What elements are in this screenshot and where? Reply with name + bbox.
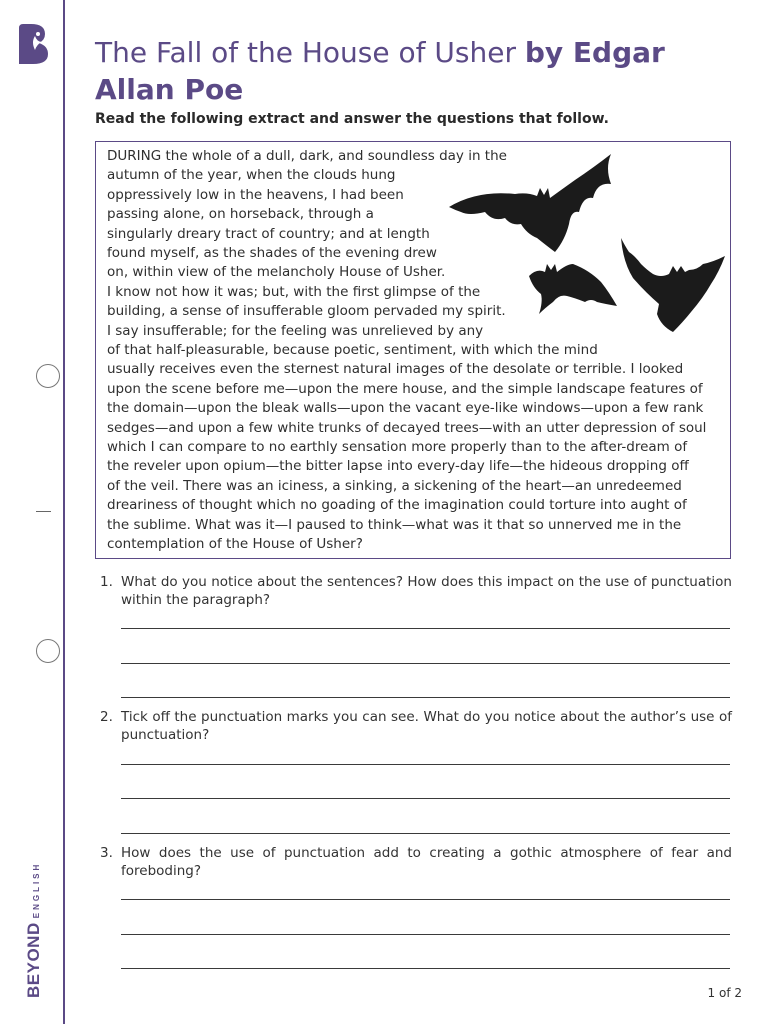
extract-line: the reveler upon opium—the bitter lapse into every-day life—the hideous dropping off (107, 458, 689, 475)
extract-line: passing alone, on horseback, through a (107, 206, 374, 223)
margin-line (63, 0, 65, 1024)
extract-line: building, a sense of insufferable gloom pervaded my spirit. (107, 303, 506, 320)
beyond-logo-icon (15, 22, 51, 66)
extract-line: found myself, as the shades of the evening drew (107, 245, 437, 261)
answer-line[interactable] (121, 764, 730, 765)
title-bold: by Edgar Allan Poe (95, 36, 665, 106)
extract-line: usually receives even the sternest natural images of the desolate or terrible. I looked (107, 361, 684, 378)
question-number: 1. (100, 574, 113, 590)
question-number: 3. (100, 845, 113, 861)
brand-main: BEYOND (24, 922, 43, 998)
brand-sub: ENGLISH (32, 861, 41, 919)
answer-line[interactable] (121, 628, 730, 629)
question-text: What do you notice about the sentences? How does this impact on the use of punctuation within the paragraph? (121, 574, 732, 608)
bat-large-icon (449, 154, 611, 252)
brand-vertical (24, 862, 44, 998)
page-number: 1 of 2 (707, 986, 742, 1000)
question-text: How does the use of punctuation add to creating a gothic atmosphere of fear and foreboding? (121, 845, 732, 879)
bat-right-icon (621, 238, 725, 332)
bats-icon (447, 152, 729, 337)
answer-line[interactable] (121, 968, 730, 969)
question-number: 2. (100, 709, 113, 725)
extract-line: oppressively low in the heavens, I had been (107, 186, 404, 203)
extract-line: on, within view of the melancholy House of Usher. (107, 264, 446, 281)
binder-hole (36, 364, 60, 388)
extract-line: of that half-pleasurable, because poetic, sentiment, with which the mind (107, 342, 598, 358)
fold-mark (36, 511, 51, 512)
bat-small-icon (529, 264, 617, 314)
instruction: Read the following extract and answer the questions that follow. (95, 111, 609, 127)
extract-line: of the veil. There was an iciness, a sinking, a sickening of the heart—an unredeemed (107, 477, 682, 494)
title-regular: The Fall of the House of Usher (95, 36, 525, 69)
question-text: Tick off the punctuation marks you can see. What do you notice about the author’s use of punctuation? (121, 709, 732, 743)
extract-line: DURING the whole of a dull, dark, and soundless day in the (107, 148, 507, 164)
extract-line: the sublime. What was it—I paused to think—what was it that so unnerved me in the (107, 516, 682, 533)
answer-line[interactable] (121, 798, 730, 799)
answer-line[interactable] (121, 663, 730, 664)
page-title (95, 34, 715, 108)
answer-line[interactable] (121, 697, 730, 698)
answer-line[interactable] (121, 934, 730, 935)
extract-line: sedges—and upon a few white trunks of decayed trees—with an utter depression of soul (107, 419, 707, 436)
extract-line: upon the scene before me—upon the mere house, and the simple landscape features of (107, 380, 703, 397)
extract-line: which I can compare to no earthly sensation more properly than to the after-dream of (107, 439, 688, 455)
extract-line: autumn of the year, when the clouds hung (107, 167, 396, 184)
extract-line: contemplation of the House of Usher? (107, 536, 363, 552)
answer-line[interactable] (121, 899, 730, 900)
extract-line: dreariness of thought which no goading of the imagination could torture into aught of (107, 497, 687, 514)
extract-line: I say insufferable; for the feeling was unrelieved by any (107, 322, 484, 339)
extract-line: I know not how it was; but, with the first glimpse of the (107, 283, 481, 300)
extract-line: the domain—upon the bleak walls—upon the vacant eye-like windows—upon a few rank (107, 400, 704, 417)
answer-line[interactable] (121, 833, 730, 834)
binder-hole (36, 639, 60, 663)
extract-line: singularly dreary tract of country; and at length (107, 225, 430, 242)
